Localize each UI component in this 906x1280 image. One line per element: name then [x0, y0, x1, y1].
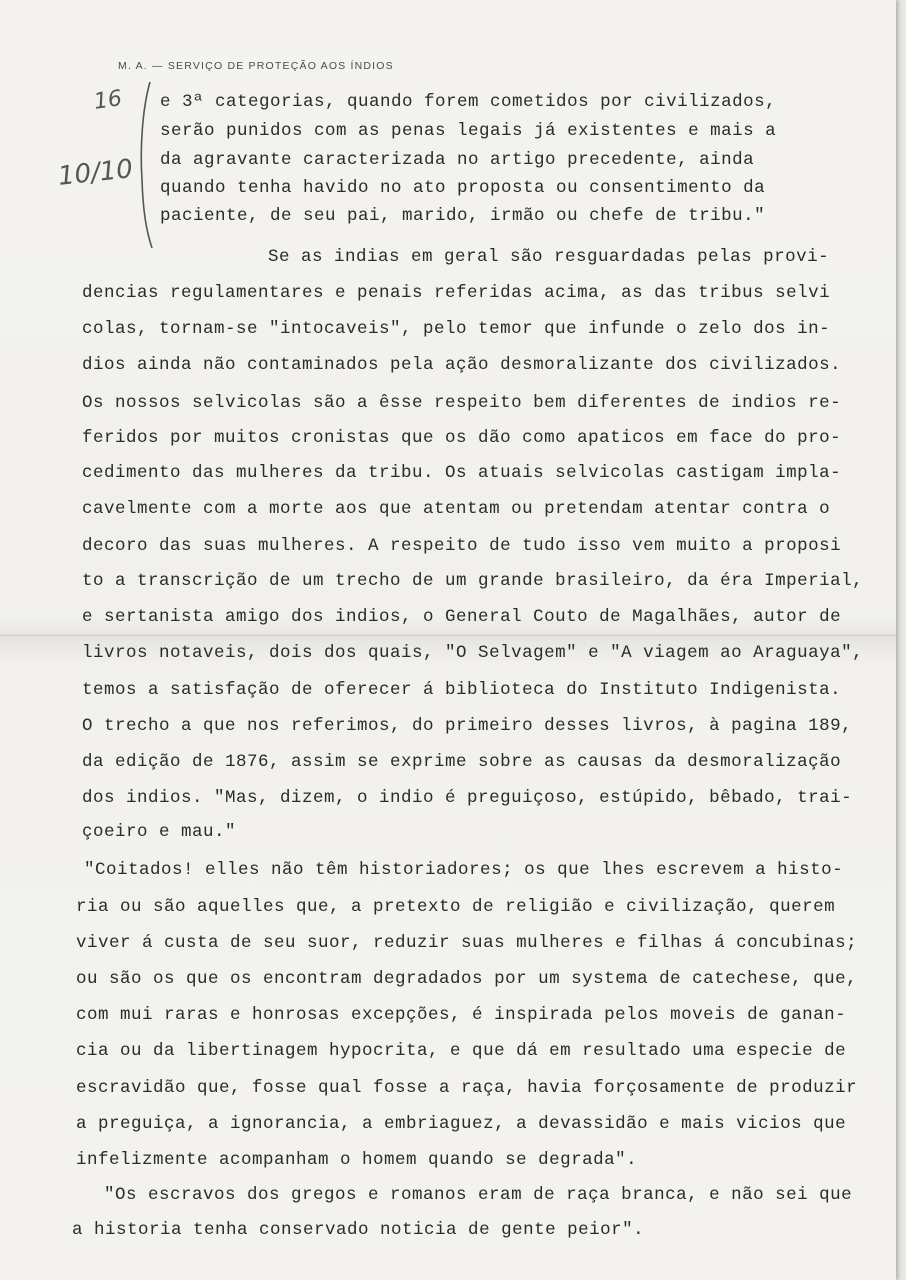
- text-line: a preguiça, a ignorancia, a embriaguez, a devassidão e mais vicios que: [76, 1114, 847, 1134]
- text-line: feridos por muitos cronistas que os dão como apaticos em face do pro-: [82, 428, 842, 448]
- text-line: cavelmente com a morte aos que atentam ou pretendam atentar contra o: [82, 499, 831, 519]
- text-line: ou são os que os encontram degradados por um systema de catechese, que,: [76, 969, 858, 989]
- text-line: escravidão que, fosse qual fosse a raça, havia forçosamente de produzir: [76, 1078, 858, 1098]
- text-line: decoro das suas mulheres. A respeito de tudo isso vem muito a proposi: [82, 536, 842, 556]
- letterhead: M. A. — SERVIÇO DE PROTEÇÃO AOS ÍNDIOS: [118, 60, 394, 72]
- text-line: temos a satisfação de oferecer á biblioteca do Instituto Indigenista.: [82, 680, 842, 700]
- text-line: dencias regulamentares e penais referidas acima, as das tribus selvi: [82, 283, 831, 303]
- text-line: e sertanista amigo dos indios, o General Couto de Magalhães, autor de: [82, 607, 842, 627]
- text-line: çoeiro e mau.": [82, 822, 237, 842]
- handwritten-date-note: 10/10: [56, 154, 135, 192]
- text-line: Se as indias em geral são resguardadas pelas provi-: [268, 247, 830, 267]
- text-line: quando tenha havido no ato proposta ou consentimento da: [160, 178, 766, 198]
- paper-fold: [0, 634, 896, 637]
- text-line: to a transcrição de um trecho de um grande brasileiro, da éra Imperial,: [82, 571, 864, 591]
- text-line: livros notaveis, dois dos quais, "O Selvagem" e "A viagem ao Araguaya",: [82, 643, 864, 663]
- text-line: dos indios. "Mas, dizem, o indio é preguiçoso, estúpido, bêbado, trai-: [82, 788, 853, 808]
- text-line: cedimento das mulheres da tribu. Os atuais selvicolas castigam impla-: [82, 463, 842, 483]
- text-line: serão punidos com as penas legais já existentes e mais a: [160, 121, 777, 141]
- text-line: da agravante caracterizada no artigo precedente, ainda: [160, 150, 755, 170]
- handwritten-page-note: 16: [92, 86, 124, 115]
- text-line: Os nossos selvicolas são a êsse respeito bem diferentes de indios re-: [82, 393, 842, 413]
- text-line: da edição de 1876, assim se exprime sobre as causas da desmoralização: [82, 752, 842, 772]
- text-line: paciente, de seu pai, marido, irmão ou chefe de tribu.": [160, 206, 766, 226]
- text-line: cia ou da libertinagem hypocrita, e que dá em resultado uma especie de: [76, 1041, 847, 1061]
- text-line: colas, tornam-se "intocaveis", pelo temor que infunde o zelo dos in-: [82, 319, 831, 339]
- text-line: O trecho a que nos referimos, do primeiro desses livros, à pagina 189,: [82, 716, 853, 736]
- text-line: viver á custa de seu suor, reduzir suas mulheres e filhas á concubinas;: [76, 933, 858, 953]
- text-line: "Coitados! elles não têm historiadores; os que lhes escrevem a histo-: [84, 860, 844, 880]
- text-line: "Os escravos dos gregos e romanos eram de raça branca, e não sei que: [104, 1185, 853, 1205]
- text-line: infelizmente acompanham o homem quando se degrada".: [76, 1150, 638, 1170]
- text-line: a historia tenha conservado noticia de gente peior".: [72, 1220, 645, 1240]
- handwritten-bracket-mark: [136, 80, 156, 250]
- text-line: com mui raras e honrosas excepções, é inspirada pelos moveis de ganan-: [76, 1005, 847, 1025]
- text-line: ria ou são aquelles que, a pretexto de religião e civilização, querem: [76, 897, 836, 917]
- text-line: dios ainda não contaminados pela ação desmoralizante dos civilizados.: [82, 355, 842, 375]
- text-line: e 3ª categorias, quando forem cometidos por civilizados,: [160, 92, 777, 112]
